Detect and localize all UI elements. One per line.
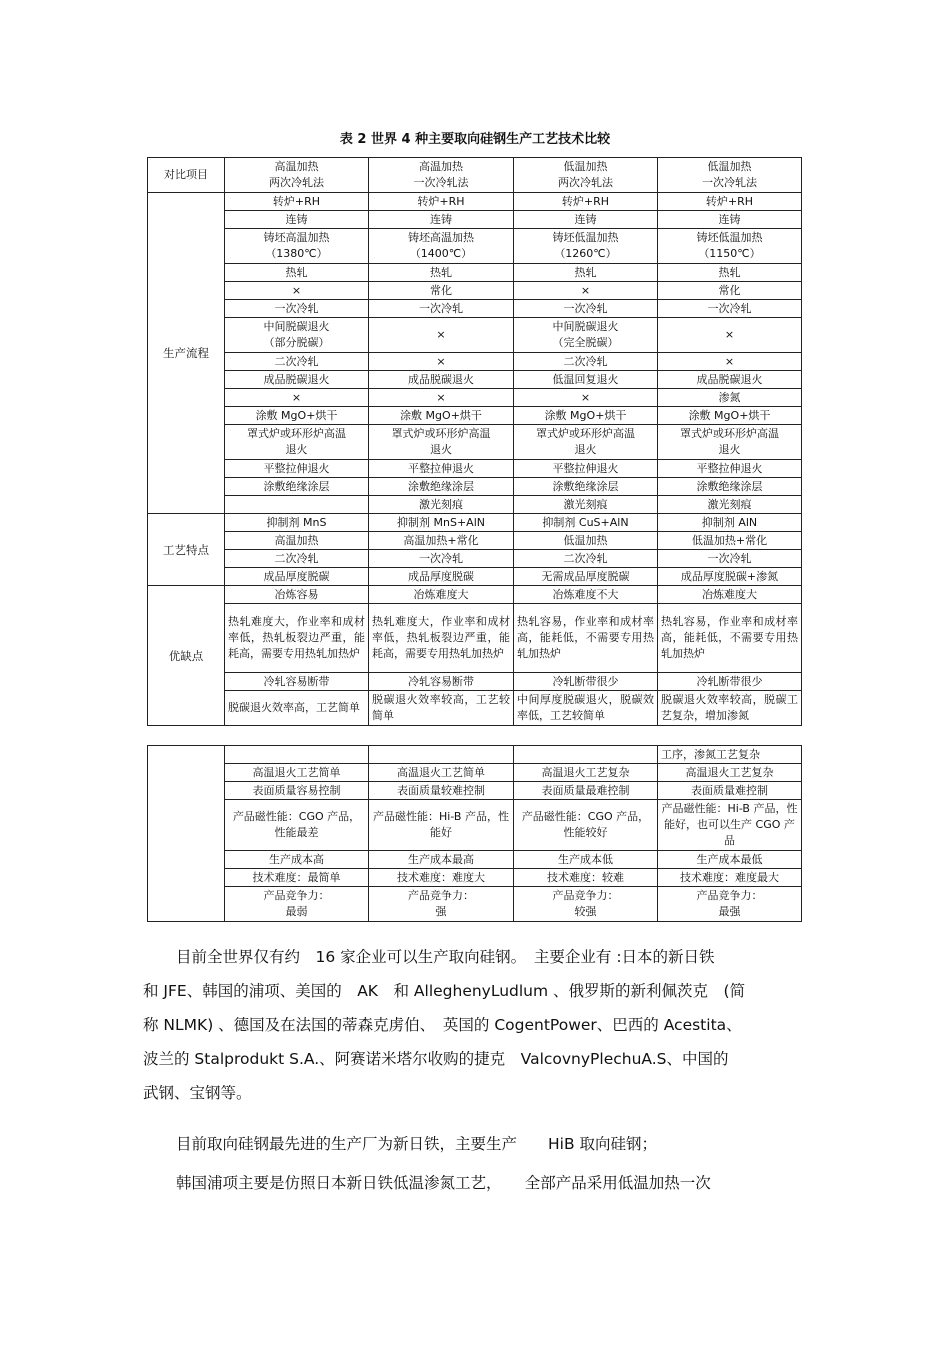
table-cell: 连铸 xyxy=(658,211,802,229)
table-cell: 涂敷 MgO+烘干 xyxy=(369,407,514,425)
table-cell: 成品脱碳退火 xyxy=(658,371,802,389)
table-cell: 渗氮 xyxy=(658,389,802,407)
table-cell: 抑制剂 MnS xyxy=(225,514,369,532)
table-cell: 冶炼难度不大 xyxy=(514,586,658,604)
table-cell: 转炉+RH xyxy=(369,193,514,211)
table-cell: 涂敷绝缘涂层 xyxy=(369,478,514,496)
table-cell: 铸坯低温加热 （1260℃） xyxy=(514,229,658,264)
table-cell: 罩式炉或环形炉高温 退火 xyxy=(658,425,802,460)
comparison-table-continued xyxy=(147,745,802,922)
table-cell: 冶炼难度大 xyxy=(658,586,802,604)
table-cell: 高温退火工艺复杂 xyxy=(514,764,658,782)
table-cell: 脱碳退火效率高，工艺简单 xyxy=(225,691,369,726)
table-cell: 平整拉伸退火 xyxy=(225,460,369,478)
table-cell: 生产成本最高 xyxy=(369,851,514,869)
table-cell: 激光刻痕 xyxy=(658,496,802,514)
header-cell-method: 高温加热 一次冷轧法 xyxy=(369,158,514,193)
table-cell xyxy=(369,746,514,764)
table-cell: 高温加热 xyxy=(225,532,369,550)
table-cell: 表面质量最难控制 xyxy=(514,782,658,800)
table-cell: 二次冷轧 xyxy=(514,353,658,371)
table-cell: 脱碳退火效率较高，工艺较简单 xyxy=(369,691,514,726)
table-cell: 二次冷轧 xyxy=(514,550,658,568)
table-cell: 抑制剂 CuS+AlN xyxy=(514,514,658,532)
table-cell: × xyxy=(369,389,514,407)
paragraph-line: 目前取向硅钢最先进的生产厂为新日铁，主要生产 HiB 取向硅钢； xyxy=(176,1135,658,1153)
table-cell: 平整拉伸退火 xyxy=(514,460,658,478)
table-cell: 冷轧断带很少 xyxy=(658,673,802,691)
table-cell: 平整拉伸退火 xyxy=(658,460,802,478)
table-cell: 工序，渗氮工艺复杂 xyxy=(658,746,802,764)
table-cell: 高温退火工艺简单 xyxy=(225,764,369,782)
table-cell: 表面质量较难控制 xyxy=(369,782,514,800)
paragraph-nippon-steel xyxy=(143,1127,803,1161)
table-cell: 生产成本低 xyxy=(514,851,658,869)
table-cell: 涂敷 MgO+烘干 xyxy=(225,407,369,425)
header-cell-item: 对比项目 xyxy=(148,158,225,193)
table-cell: 罩式炉或环形炉高温 退火 xyxy=(369,425,514,460)
table-cell: 产品竞争力： 较强 xyxy=(514,887,658,922)
table-cell: × xyxy=(369,353,514,371)
table-cell: 一次冷轧 xyxy=(225,300,369,318)
table-cell: 生产成本高 xyxy=(225,851,369,869)
paragraph-line: 武钢、宝钢等。 xyxy=(143,1084,252,1102)
table-cell: 技术难度：难度最大 xyxy=(658,869,802,887)
table-cell: 铸坯高温加热 （1380℃） xyxy=(225,229,369,264)
table-cell: 激光刻痕 xyxy=(369,496,514,514)
table-cell: 转炉+RH xyxy=(658,193,802,211)
table-cell: 热轧 xyxy=(369,264,514,282)
table-cell: 中间脱碳退火 （完全脱碳） xyxy=(514,318,658,353)
table-cell: 转炉+RH xyxy=(514,193,658,211)
table-cell: 罩式炉或环形炉高温 退火 xyxy=(514,425,658,460)
table-cell: 平整拉伸退火 xyxy=(369,460,514,478)
paragraph-companies xyxy=(143,940,803,1110)
table-cell: 连铸 xyxy=(225,211,369,229)
paragraph-line: 目前全世界仅有约 16 家企业可以生产取向硅钢。 主要企业有 :日本的新日铁 xyxy=(176,948,715,966)
paragraph-line: 波兰的 Stalprodukt S.A.、阿赛诺米塔尔收购的捷克 ValcovnyPlechuA.S、中国的 xyxy=(143,1050,729,1068)
table-cell: 技术难度：难度大 xyxy=(369,869,514,887)
paragraph-line: 和 JFE、韩国的浦项、美国的 AK 和 AlleghenyLudlum 、俄罗斯的新利佩茨克 (简 xyxy=(143,982,746,1000)
table-cell: 热轧难度大，作业率和成材率低，热轧板裂边严重，能耗高，需要专用热轧加热炉 xyxy=(369,604,514,673)
table-cell: 高温退火工艺复杂 xyxy=(658,764,802,782)
table-cell: 成品脱碳退火 xyxy=(369,371,514,389)
table-cell: 表面质量难控制 xyxy=(658,782,802,800)
table-cell: 无需成品厚度脱碳 xyxy=(514,568,658,586)
table-cell: × xyxy=(225,282,369,300)
table-cell: 产品磁性能：CGO 产品，性能最差 xyxy=(225,800,369,851)
table-cell: 高温退火工艺简单 xyxy=(369,764,514,782)
table-cell: 转炉+RH xyxy=(225,193,369,211)
header-cell-method: 低温加热 两次冷轧法 xyxy=(514,158,658,193)
table-cell xyxy=(514,746,658,764)
table-cell: 技术难度：最简单 xyxy=(225,869,369,887)
table-cell: 铸坯高温加热 （1400℃） xyxy=(369,229,514,264)
category-production: 生产流程 xyxy=(148,193,225,514)
table-cell: × xyxy=(658,353,802,371)
table-cell: 连铸 xyxy=(514,211,658,229)
table-cell: 连铸 xyxy=(369,211,514,229)
table-cell: 高温加热+常化 xyxy=(369,532,514,550)
comparison-table xyxy=(147,157,802,726)
table-cell: 表面质量容易控制 xyxy=(225,782,369,800)
table-cell: 脱碳退火效率较高，脱碳工艺复杂，增加渗氮 xyxy=(658,691,802,726)
table-cell: 铸坯低温加热 （1150℃） xyxy=(658,229,802,264)
table-cell: 中间脱碳退火 （部分脱碳） xyxy=(225,318,369,353)
paragraph-line: 韩国浦项主要是仿照日本新日铁低温渗氮工艺， 全部产品采用低温加热一次 xyxy=(176,1174,711,1192)
table-cell: 产品竞争力： 最强 xyxy=(658,887,802,922)
table-cell: 成品厚度脱碳 xyxy=(369,568,514,586)
table-cell: 冷轧容易断带 xyxy=(369,673,514,691)
table-cell: 技术难度：较难 xyxy=(514,869,658,887)
table-cell: 冶炼难度大 xyxy=(369,586,514,604)
table-cell: 成品厚度脱碳+渗氮 xyxy=(658,568,802,586)
table-cell: 冷轧容易断带 xyxy=(225,673,369,691)
table-cell: 涂敷绝缘涂层 xyxy=(658,478,802,496)
table-cell: 产品磁性能：CGO 产品，性能较好 xyxy=(514,800,658,851)
header-cell-method: 低温加热 一次冷轧法 xyxy=(658,158,802,193)
table-cell: 一次冷轧 xyxy=(369,300,514,318)
table-cell: 热轧 xyxy=(514,264,658,282)
table-cell: 热轧容易，作业率和成材率高，能耗低，不需要专用热轧加热炉 xyxy=(658,604,802,673)
table-cell: 产品竞争力： 强 xyxy=(369,887,514,922)
table-cell: × xyxy=(514,282,658,300)
table-cell: 一次冷轧 xyxy=(658,300,802,318)
table-cell: 抑制剂 AlN xyxy=(658,514,802,532)
table-cell: 二次冷轧 xyxy=(225,550,369,568)
table-cell: × xyxy=(225,389,369,407)
table-cell: 成品脱碳退火 xyxy=(225,371,369,389)
table-cell: 一次冷轧 xyxy=(369,550,514,568)
table-cell: 冶炼容易 xyxy=(225,586,369,604)
category-cell-empty xyxy=(148,746,225,922)
category-proscons: 优缺点 xyxy=(148,586,225,726)
table-cell: 抑制剂 MnS+AlN xyxy=(369,514,514,532)
header-cell-method: 高温加热 两次冷轧法 xyxy=(225,158,369,193)
table-cell: 低温加热 xyxy=(514,532,658,550)
table-cell: 生产成本最低 xyxy=(658,851,802,869)
table-cell: 成品厚度脱碳 xyxy=(225,568,369,586)
table-cell: 涂敷绝缘涂层 xyxy=(514,478,658,496)
table-cell: × xyxy=(369,318,514,353)
table-cell: 常化 xyxy=(658,282,802,300)
table-cell: 热轧容易，作业率和成材率高，能耗低，不需要专用热轧加热炉 xyxy=(514,604,658,673)
paragraph-line: 称 NLMK) 、德国及在法国的蒂森克虏伯、 英国的 CogentPower、巴西的 Acestita、 xyxy=(143,1016,742,1034)
paragraph-posco xyxy=(143,1166,803,1200)
table-cell: 涂敷 MgO+烘干 xyxy=(514,407,658,425)
table-cell: × xyxy=(658,318,802,353)
category-features: 工艺特点 xyxy=(148,514,225,586)
table-cell: 涂敷绝缘涂层 xyxy=(225,478,369,496)
table-cell: 产品磁性能：Hi-B 产品，性能好，也可以生产 CGO 产品 xyxy=(658,800,802,851)
table-cell: × xyxy=(514,389,658,407)
table-cell: 激光刻痕 xyxy=(514,496,658,514)
table-cell: 产品磁性能：Hi-B 产品，性能好 xyxy=(369,800,514,851)
table-cell: 二次冷轧 xyxy=(225,353,369,371)
table-cell: 热轧 xyxy=(225,264,369,282)
table-cell: 一次冷轧 xyxy=(514,300,658,318)
table-cell: 低温加热+常化 xyxy=(658,532,802,550)
table-cell: 中间厚度脱碳退火，脱碳效率低，工艺较简单 xyxy=(514,691,658,726)
table-cell: 低温回复退火 xyxy=(514,371,658,389)
table-cell xyxy=(225,746,369,764)
table-cell xyxy=(225,496,369,514)
table-cell: 热轧难度大，作业率和成材率低，热轧板裂边严重，能耗高，需要专用热轧加热炉 xyxy=(225,604,369,673)
table-cell: 冷轧断带很少 xyxy=(514,673,658,691)
table-cell: 产品竞争力： 最弱 xyxy=(225,887,369,922)
table-cell: 一次冷轧 xyxy=(658,550,802,568)
table-title: 表 2 世界 4 种主要取向硅钢生产工艺技术比较 xyxy=(339,132,611,147)
table-cell: 热轧 xyxy=(658,264,802,282)
table-cell: 罩式炉或环形炉高温 退火 xyxy=(225,425,369,460)
table-cell: 常化 xyxy=(369,282,514,300)
table-cell: 涂敷 MgO+烘干 xyxy=(658,407,802,425)
